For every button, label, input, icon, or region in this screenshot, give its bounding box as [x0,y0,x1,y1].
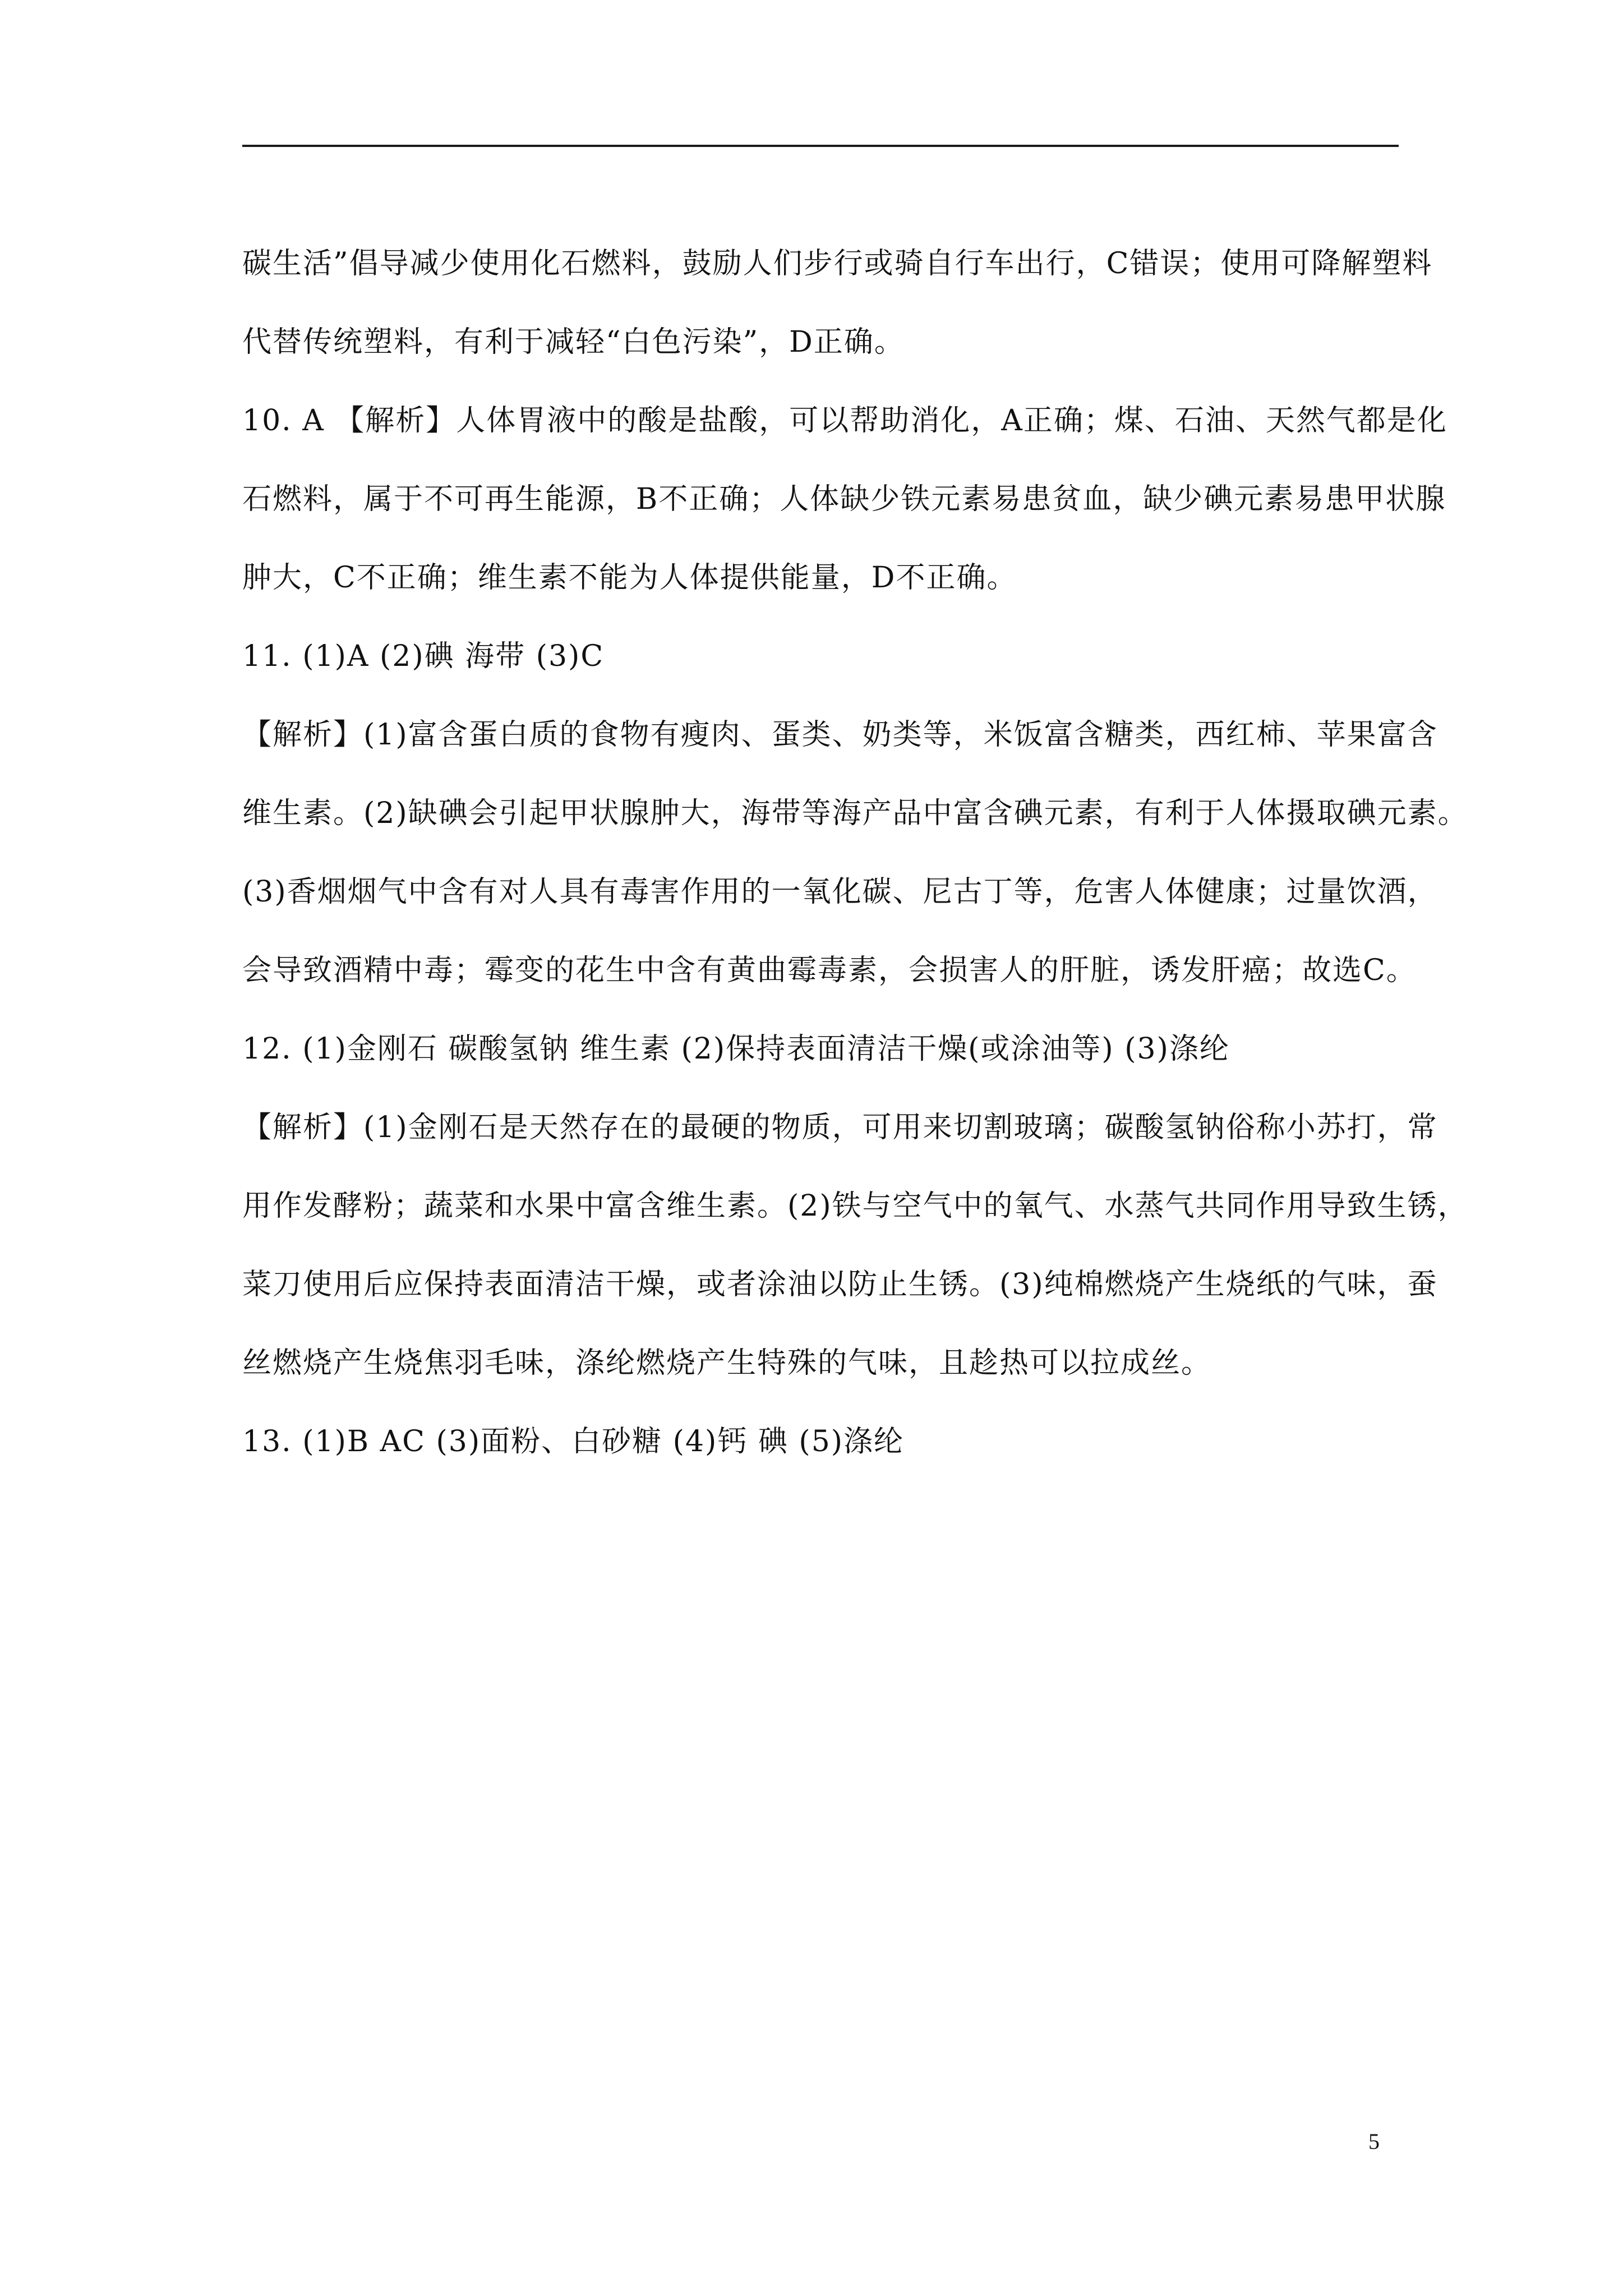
answer-12-line: 12. (1)金刚石 碳酸氢钠 维生素 (2)保持表面清洁干燥(或涂油等) (3)涤纶 [242,1032,1230,1066]
analysis-11-line: 【解析】(1)富含蛋白质的食物有瘦肉、蛋类、奶类等，米饭富含糖类，西红柿、苹果富含 [242,718,1438,752]
text-line: 肿大，C不正确；维生素不能为人体提供能量，D不正确。 [242,561,1017,595]
answer-10-line: 10. A 【解析】人体胃液中的酸是盐酸，可以帮助消化，A正确；煤、石油、天然气都是化 [242,404,1447,438]
text-line: (3)香烟烟气中含有对人具有毒害作用的一氧化碳、尼古丁等，危害人体健康；过量饮酒， [242,875,1438,909]
text-line: 代替传统塑料，有利于减轻“白色污染”，D正确。 [242,325,905,359]
page-number: 5 [1368,2129,1380,2154]
text-line: 丝燃烧产生烧焦羽毛味，涤纶燃烧产生特殊的气味，且趁热可以拉成丝。 [242,1346,1212,1380]
text-line: 用作发酵粉；蔬菜和水果中富含维生素。(2)铁与空气中的氧气、水蒸气共同作用导致生锈， [242,1189,1468,1223]
document-body [242,224,1468,1481]
analysis-12-line: 【解析】(1)金刚石是天然存在的最硬的物质，可用来切割玻璃；碳酸氢钠俗称小苏打，常 [242,1111,1438,1144]
answer-13-line: 13. (1)B AC (3)面粉、白砂糖 (4)钙 碘 (5)涤纶 [242,1425,905,1458]
text-line: 会导致酒精中毒；霉变的花生中含有黄曲霉毒素，会损害人的肝脏，诱发肝癌；故选C。 [242,954,1417,987]
header-rule [242,145,1399,147]
text-line: 菜刀使用后应保持表面清洁干燥，或者涂油以防止生锈。(3)纯棉燃烧产生烧纸的气味，蚕 [242,1268,1438,1301]
answer-11-line: 11. (1)A (2)碘 海带 (3)C [242,639,605,673]
text-line: 维生素。(2)缺碘会引起甲状腺肿大，海带等海产品中富含碘元素，有利于人体摄取碘元素。 [242,797,1468,830]
text-line: 石燃料，属于不可再生能源，B不正确；人体缺少铁元素易患贫血，缺少碘元素易患甲状腺 [242,482,1446,516]
text-line: 碳生活”倡导减少使用化石燃料，鼓励人们步行或骑自行车出行，C错误；使用可降解塑料 [242,247,1433,280]
